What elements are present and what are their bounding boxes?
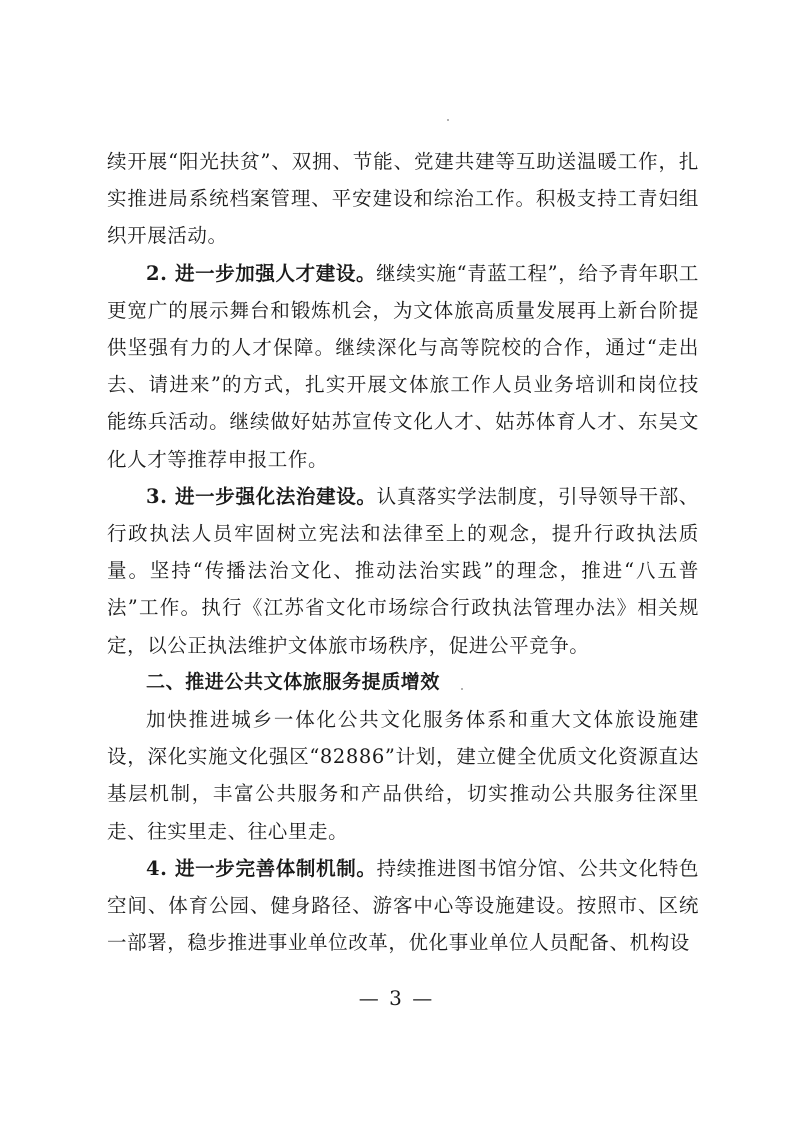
- paragraph-mechanism: [107, 850, 699, 962]
- paragraph-lead-talent: 2. 进一步加强人才建设。: [146, 261, 377, 285]
- paragraph-lead-mechanism: 4. 进一步完善体制机制。: [146, 856, 377, 880]
- document-body: [107, 143, 699, 961]
- paragraph-continued: 续开展“阳光扶贫”、双拥、节能、党建共建等互助送温暖工作，扎实推进局系统档案管理、平安建设和综治工作。积极支持工青妇组织开展活动。: [107, 150, 699, 248]
- paragraph-public-service: 加快推进城乡一体化公共文化服务体系和重大文体旅设施建设，深化实施文化强区“82886”计划，建立健全优质文化资源直达基层机制，丰富公共服务和产品供给，切实推动公共服务往深里走、往实里走、往心里走。: [107, 708, 699, 843]
- paragraph-lead-law: 3. 进一步强化法治建设。: [146, 484, 377, 508]
- section-heading-2: 二、推进公共文体旅服务提质增效: [146, 670, 441, 693]
- page-number: — 3 —: [358, 986, 435, 1010]
- paragraph-talent-building: [107, 255, 699, 478]
- paragraph-body-law: 认真落实学法制度，引导领导干部、行政执法人员牢固树立宪法和法律至上的观念，提升行政执法质量。坚持“传播法治文化、推动法治实践”的理念，推进“八五普法”工作。执行《江苏省文化市场综合行政执法管理办法》相关规定，以公正执法维护文体旅市场秩序，促进公平竞争。: [107, 484, 699, 657]
- paragraph-rule-of-law: [107, 478, 699, 664]
- paragraph-body-mechanism: 持续推进图书馆分馆、公共文化特色空间、体育公园、健身路径、游客中心等设施建设。按照市、区统一部署，稳步推进事业单位改革，优化事业单位人员配备、机构设: [107, 856, 699, 955]
- scan-speck: [447, 119, 449, 121]
- paragraph-body-talent: 继续实施“青蓝工程”，给予青年职工更宽广的展示舞台和锻炼机会，为文体旅高质量发展再上新台阶提供坚强有力的人才保障。继续深化与高等院校的合作，通过“走出去、请进来”的方式，扎实开展文体旅工作人员业务培训和岗位技能练兵活动。继续做好姑苏宣传文化人才、姑苏体育人才、东吴文化人才等推荐申报工作。: [107, 261, 700, 471]
